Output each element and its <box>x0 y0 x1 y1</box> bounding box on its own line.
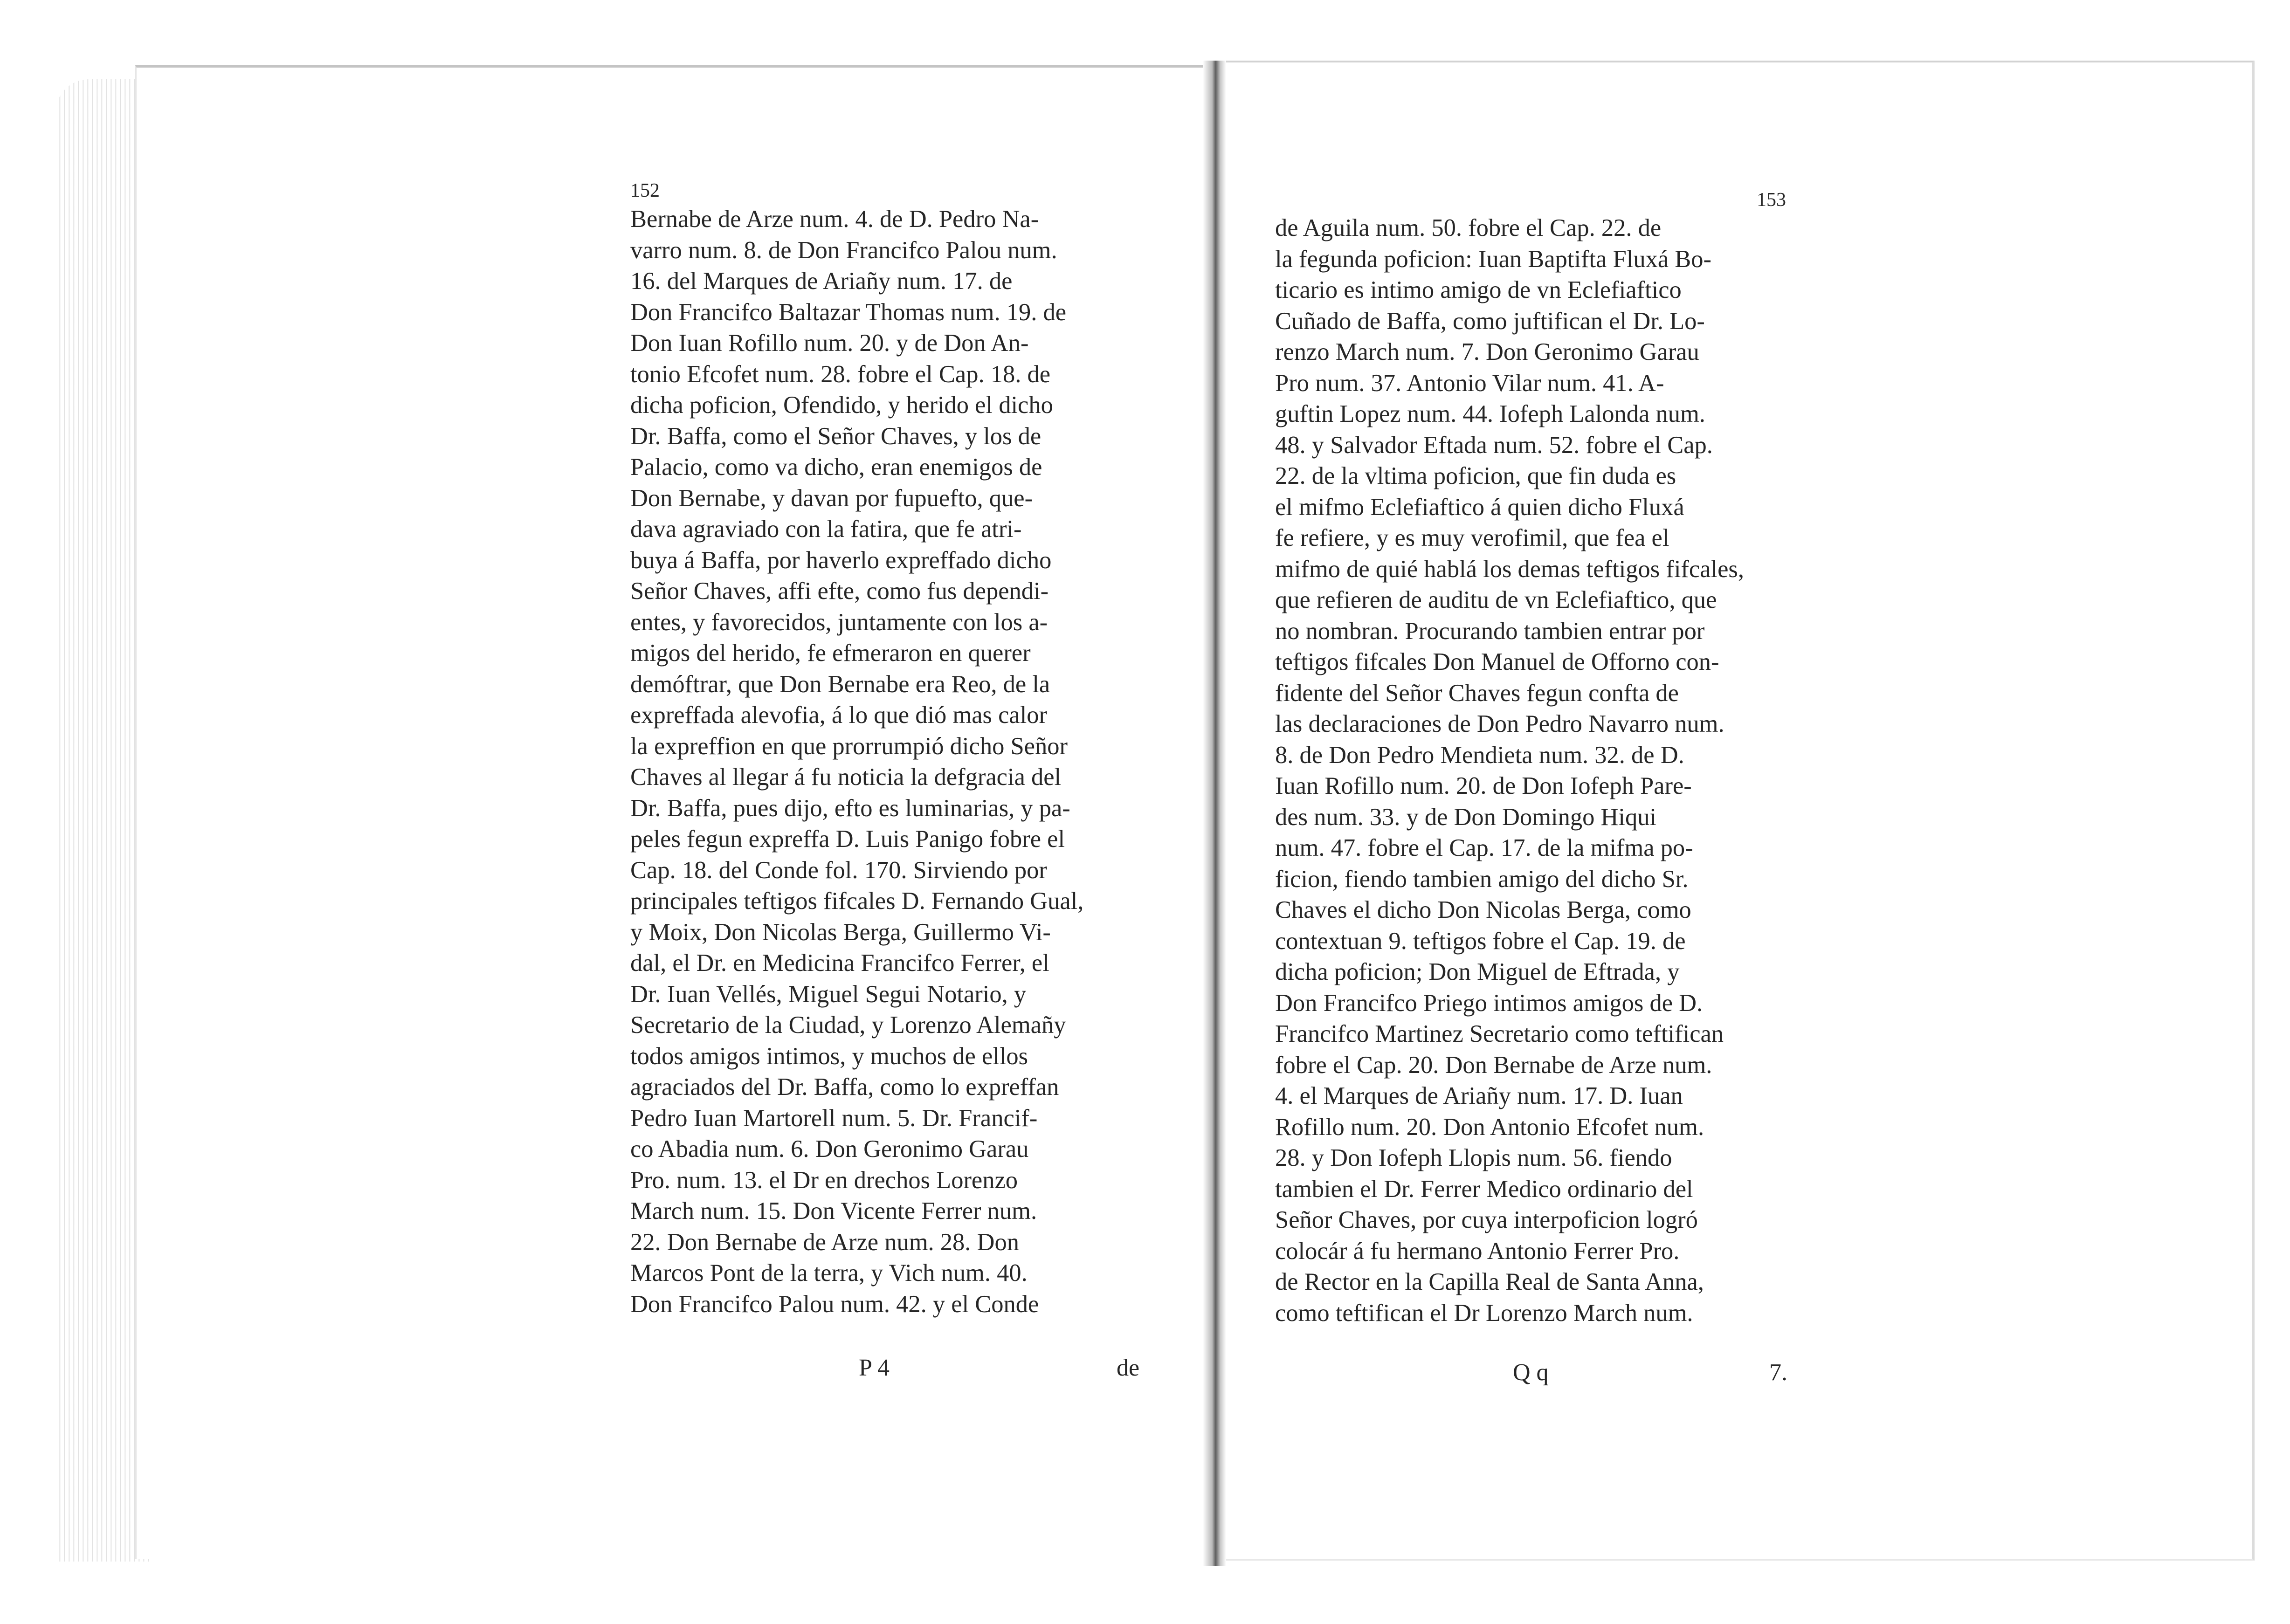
text-line: 4. el Marques de Ariañy num. 17. D. Iuan <box>1275 1082 1683 1109</box>
text-line: guftin Lopez num. 44. Iofeph Lalonda num. <box>1275 400 1705 427</box>
text-line: no nombran. Procurando tambien entrar por <box>1275 617 1705 645</box>
text-line: fobre el Cap. 20. Don Bernabe de Arze num. <box>1275 1051 1712 1079</box>
right-page-text <box>1275 213 1793 1328</box>
text-line: Pro num. 37. Antonio Vilar num. 41. A- <box>1275 369 1664 397</box>
text-line: peles fegun expreffa D. Luis Panigo fobre el <box>630 826 1065 853</box>
text-line: tambien el Dr. Ferrer Medico ordinario del <box>1275 1175 1693 1203</box>
text-line: entes, y favorecidos, juntamente con los a- <box>630 608 1048 636</box>
text-line: ficion, fiendo tambien amigo del dicho Sr. <box>1275 865 1689 893</box>
left-catchword: de <box>1117 1355 1140 1381</box>
text-line: dicha poficion; Don Miguel de Eftrada, y <box>1275 958 1680 985</box>
text-line: 16. del Marques de Ariañy num. 17. de <box>630 268 1013 295</box>
text-line: 8. de Don Pedro Mendieta num. 32. de D. <box>1275 741 1684 769</box>
text-line: las declaraciones de Don Pedro Navarro num. <box>1275 710 1724 737</box>
text-line: Palacio, como va dicho, eran enemigos de <box>630 454 1042 481</box>
text-line: Iuan Rofillo num. 20. de Don Iofeph Pare- <box>1275 772 1692 799</box>
text-line: 28. y Don Iofeph Llopis num. 56. fiendo <box>1275 1144 1672 1171</box>
text-line: Señor Chaves, affi efte, como fus dependi- <box>630 578 1049 605</box>
text-line: Pro. num. 13. el Dr en drechos Lorenzo <box>630 1166 1018 1194</box>
text-line: varro num. 8. de Don Francifco Palou num. <box>630 236 1057 264</box>
text-line: Don Iuan Rofillo num. 20. y de Don An- <box>630 330 1029 357</box>
left-page-number: 152 <box>630 180 660 201</box>
text-line: Cuñado de Baffa, como juftifican el Dr. Lo- <box>1275 307 1705 335</box>
text-line: Don Bernabe, y davan por fupuefto, que- <box>630 484 1033 512</box>
text-line: la expreffion en que prorrumpió dicho Señor <box>630 732 1068 760</box>
text-line: num. 47. fobre el Cap. 17. de la mifma po- <box>1275 834 1693 861</box>
text-line: el mifmo Eclefiaftico á quien dicho Fluxá <box>1275 493 1684 521</box>
text-line: Marcos Pont de la terra, y Vich num. 40. <box>630 1259 1028 1287</box>
text-line: tonio Efcofet num. 28. fobre el Cap. 18. de <box>630 360 1051 388</box>
text-line: Dr. Iuan Vellés, Miguel Segui Notario, y <box>630 980 1027 1008</box>
text-line: 22. de la vltima poficion, que fin duda es <box>1275 462 1676 489</box>
text-line: Bernabe de Arze num. 4. de D. Pedro Na- <box>630 206 1039 233</box>
text-line: Cap. 18. del Conde fol. 170. Sirviendo por <box>630 856 1047 884</box>
text-line: dava agraviado con la fatira, que fe atri- <box>630 516 1022 543</box>
text-line: Pedro Iuan Martorell num. 5. Dr. Francif- <box>630 1104 1038 1132</box>
text-line: March num. 15. Don Vicente Ferrer num. <box>630 1197 1037 1225</box>
text-line: Rofillo num. 20. Don Antonio Efcofet num. <box>1275 1113 1704 1141</box>
text-line: Chaves al llegar á fu noticia la defgracia del <box>630 764 1062 791</box>
text-line: Secretario de la Ciudad, y Lorenzo Alemañy <box>630 1012 1066 1039</box>
text-line: de Aguila num. 50. fobre el Cap. 22. de <box>1275 214 1662 241</box>
text-line: la fegunda poficion: Iuan Baptifta Fluxá Bo- <box>1275 245 1712 273</box>
text-line: des num. 33. y de Don Domingo Hiqui <box>1275 803 1657 831</box>
book-gutter <box>1203 61 1226 1566</box>
text-line: contextuan 9. teftigos fobre el Cap. 19. de <box>1275 927 1686 955</box>
text-line: 22. Don Bernabe de Arze num. 28. Don <box>630 1228 1019 1256</box>
text-line: Dr. Baffa, pues dijo, efto es luminarias, y pa- <box>630 794 1070 822</box>
text-line: Señor Chaves, por cuya interpoficion logró <box>1275 1206 1698 1233</box>
text-line: Dr. Baffa, como el Señor Chaves, y los de <box>630 422 1042 450</box>
right-signature-mark: Q q <box>1513 1359 1549 1386</box>
text-line: Don Francifco Priego intimos amigos de D. <box>1275 989 1703 1017</box>
text-line: dicha poficion, Ofendido, y herido el dicho <box>630 392 1053 419</box>
text-line: Chaves el dicho Don Nicolas Berga, como <box>1275 896 1691 923</box>
text-line: agraciados del Dr. Baffa, como lo expreffan <box>630 1073 1059 1101</box>
text-line: expreffada alevofia, á lo que dió mas calor <box>630 702 1048 729</box>
text-line: buya á Baffa, por haverlo expreffado dicho <box>630 546 1052 574</box>
text-line: fidente del Señor Chaves fegun confta de <box>1275 679 1679 707</box>
text-line: demóftrar, que Don Bernabe era Reo, de la <box>630 670 1050 698</box>
text-line: ticario es intimo amigo de vn Eclefiaftico <box>1275 276 1682 303</box>
text-line: 48. y Salvador Eftada num. 52. fobre el Cap. <box>1275 431 1713 459</box>
text-line: migos del herido, fe efmeraron en querer <box>630 640 1031 667</box>
text-line: co Abadia num. 6. Don Geronimo Garau <box>630 1135 1029 1163</box>
text-line: mifmo de quié hablá los demas teftigos fifcales, <box>1275 555 1744 583</box>
text-line: y Moix, Don Nicolas Berga, Guillermo Vi- <box>630 918 1051 946</box>
text-line: principales teftigos fifcales D. Fernando Gual, <box>630 888 1084 915</box>
text-line: teftigos fifcales Don Manuel de Offorno con- <box>1275 648 1719 675</box>
text-line: todos amigos intimos, y muchos de ellos <box>630 1042 1028 1070</box>
right-catchword: 7. <box>1769 1359 1787 1386</box>
text-line: Don Francifco Palou num. 42. y el Conde <box>630 1290 1039 1318</box>
text-line: dal, el Dr. en Medicina Francifco Ferrer, el <box>630 950 1049 977</box>
text-line: renzo March num. 7. Don Geronimo Garau <box>1275 338 1699 365</box>
text-line: Francifco Martinez Secretario como teftifican <box>1275 1020 1724 1047</box>
text-line: colocár á fu hermano Antonio Ferrer Pro. <box>1275 1237 1680 1265</box>
text-line: fe refiere, y es muy verofimil, que fea el <box>1275 524 1669 551</box>
text-line: que refieren de auditu de vn Eclefiaftico, que <box>1275 586 1717 613</box>
text-line: Don Francifco Baltazar Thomas num. 19. de <box>630 298 1067 326</box>
left-signature-mark: P 4 <box>859 1355 890 1381</box>
right-page-number: 153 <box>1757 189 1786 211</box>
left-page-text <box>630 204 1152 1320</box>
text-line: como teftifican el Dr Lorenzo March num. <box>1275 1299 1693 1327</box>
text-line: de Rector en la Capilla Real de Santa Anna, <box>1275 1268 1704 1295</box>
